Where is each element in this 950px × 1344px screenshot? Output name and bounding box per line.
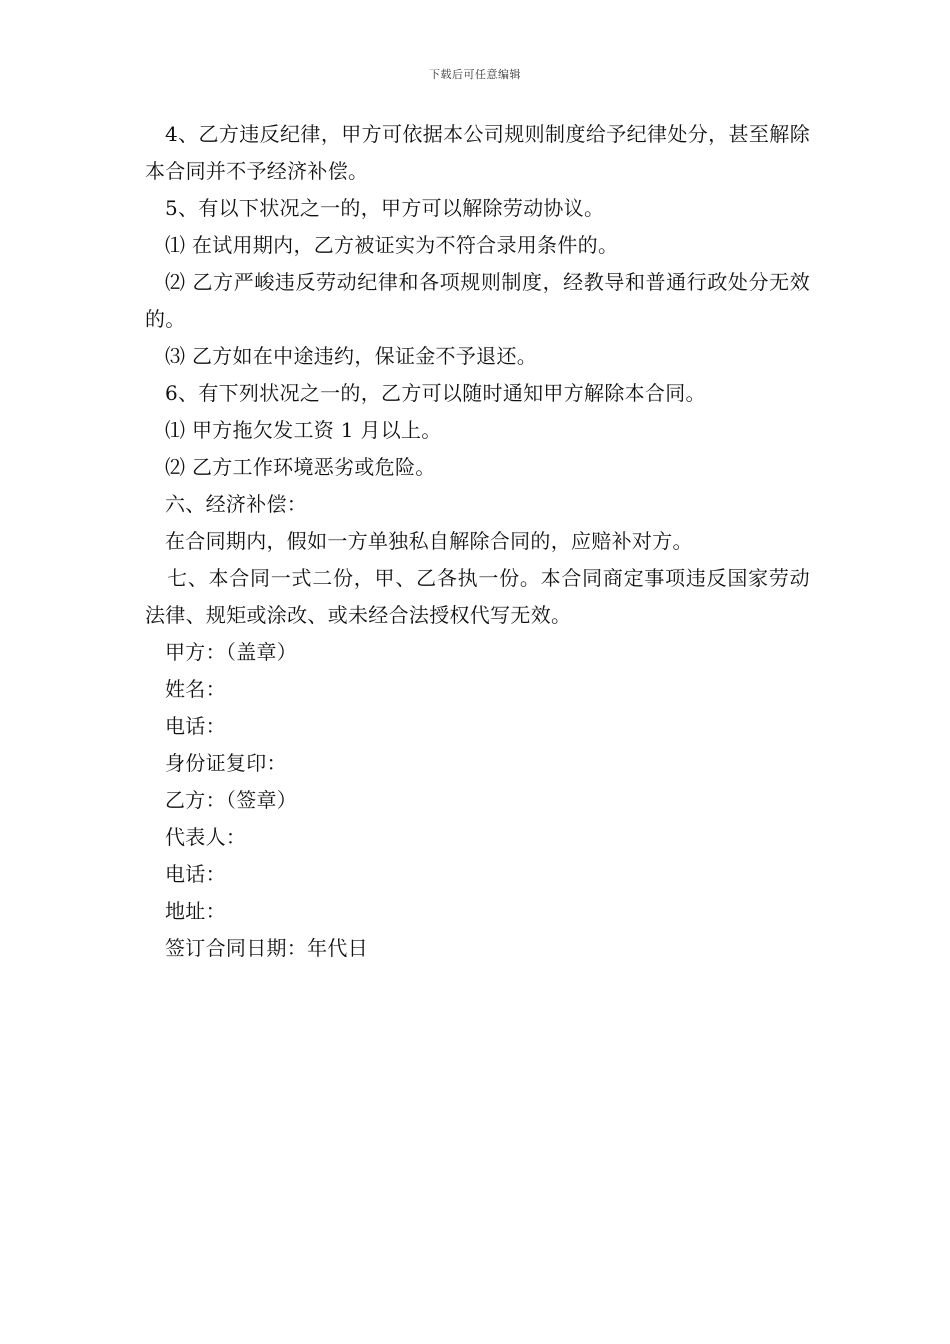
party-b-address: 地址： — [165, 899, 226, 923]
clause-4: 4、乙方违反纪律，甲方可依据本公司规则制度给予纪律处分，甚至解除本合同并不予经济补偿。 — [145, 122, 810, 183]
page-header: 下载后可任意编辑 — [429, 68, 521, 81]
clause-5-item-3: ⑶ 乙方如在中途违约，保证金不予退还。 — [165, 344, 538, 368]
section-6-heading: 六、经济补偿： — [165, 492, 308, 516]
clause-5-item-2: ⑵ 乙方严峻违反劳动纪律和各项规则制度，经教导和普通行政处分无效的。 — [145, 270, 810, 331]
clause-6-item-1: ⑴ 甲方拖欠发工资 1 月以上。 — [165, 418, 442, 442]
party-b-representative: 代表人： — [165, 825, 247, 849]
party-b-phone: 电话： — [165, 862, 226, 886]
party-b-signature: 乙方：（签章） — [165, 788, 298, 812]
section-7-text: 七、本合同一式二份，甲、乙各执一份。本合同商定事项违反国家劳动法律、规矩或涂改、或未经合法授权代写无效。 — [145, 566, 810, 627]
clause-6: 6、有下列状况之一的，乙方可以随时通知甲方解除本合同。 — [165, 381, 706, 405]
party-a-name: 姓名： — [165, 677, 226, 701]
party-a-seal: 甲方：（盖章） — [165, 640, 298, 664]
clause-5-item-1: ⑴ 在试用期内，乙方被证实为不符合录用条件的。 — [165, 233, 619, 257]
party-a-id-copy: 身份证复印： — [165, 751, 287, 775]
section-6-text: 在合同期内，假如一方单独私自解除合同的，应赔补对方。 — [165, 529, 693, 553]
clause-5: 5、有以下状况之一的，甲方可以解除劳动协议。 — [165, 196, 605, 220]
contract-body — [145, 116, 810, 967]
party-a-phone: 电话： — [165, 714, 226, 738]
signing-date: 签订合同日期：年代日 — [165, 936, 368, 960]
clause-6-item-2: ⑵ 乙方工作环境恶劣或危险。 — [165, 455, 436, 479]
